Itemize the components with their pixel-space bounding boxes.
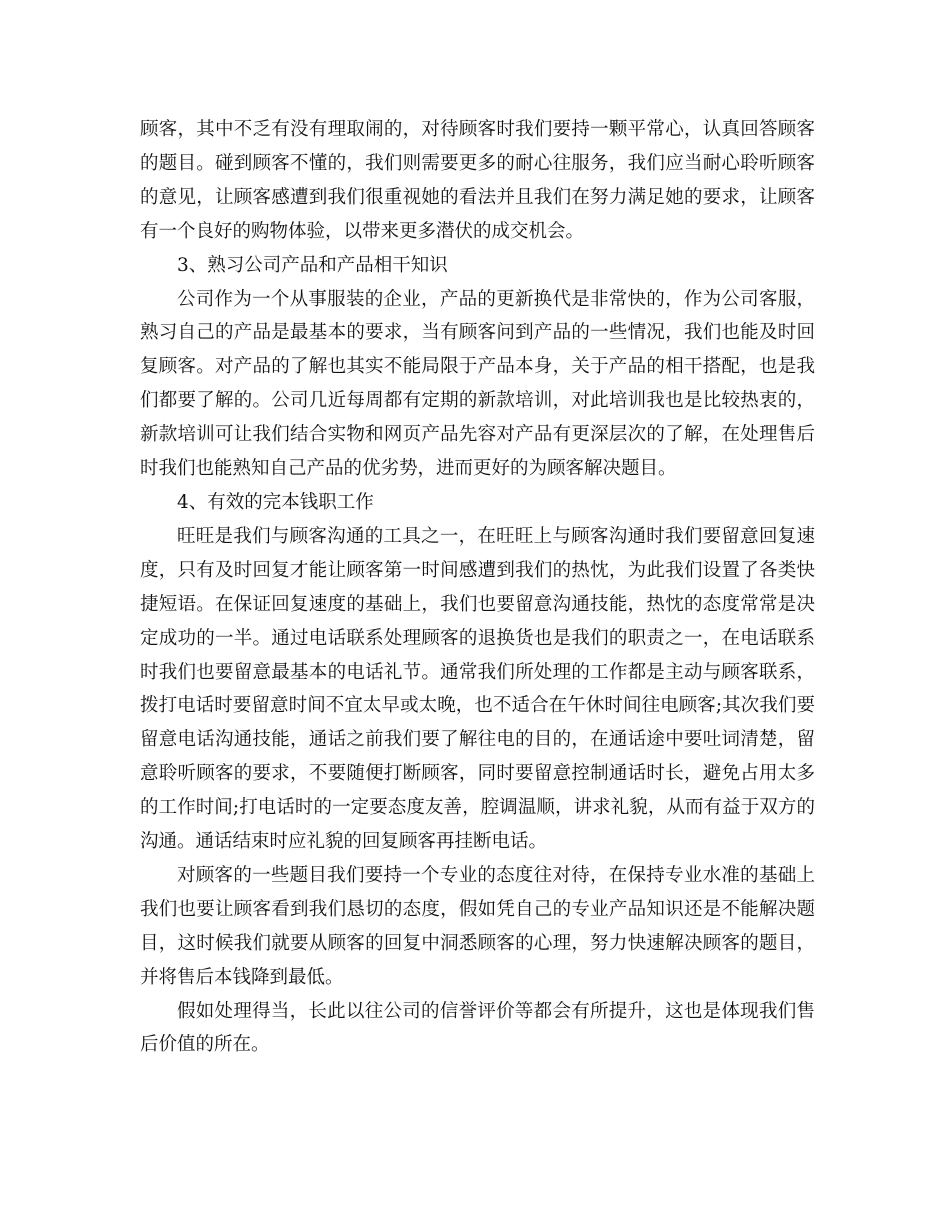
document-body xyxy=(140,113,815,1062)
section-heading-3: 3、熟习公司产品和产品相干知识 xyxy=(177,254,448,276)
paragraph-product-knowledge: 公司作为一个从事服装的企业，产品的更新换代是非常快的，作为公司客服，熟习自己的产品是最基本的要求，当有顾客问到产品的一些情况，我们也能及时回复顾客。对产品的了解也其实不能局限于产品本身，关于产品的相干搭配，也是我们都要了解的。公司几近每周都有定期的新款培训，对此培训我也是比较热衷的，新款培训可让我们结合实物和网页产品先容对产品有更深层次的了解，在处理售后时我们也能熟知自己产品的优劣势，进而更好的为顾客解决题目。 xyxy=(140,288,815,480)
paragraph-professional-attitude: 对顾客的一些题目我们要持一个专业的态度往对待，在保持专业水准的基础上我们也要让顾客看到我们恳切的态度，假如凭自己的专业产品知识还是不能解决题目，这时候我们就要从顾客的回复中洞悉顾客的心理，努力快速解决顾客的题目，并将售后本钱降到最低。 xyxy=(140,864,815,988)
section-heading-4: 4、有效的完本钱职工作 xyxy=(177,491,374,513)
paragraph-communication: 旺旺是我们与顾客沟通的工具之一，在旺旺上与顾客沟通时我们要留意回复速度，只有及时回复才能让顾客第一时间感遭到我们的热忱，为此我们设置了各类快捷短语。在保证回复速度的基础上，我们也要留意沟通技能，热忱的态度常常是决定成功的一半。通过电话联系处理顾客的退换货也是我们的职责之一，在电话联系时我们也要留意最基本的电话礼节。通常我们所处理的工作都是主动与顾客联系，拨打电话时要留意时间不宜太早或太晚，也不适合在午休时间往电顾客;其次我们要留意电话沟通技能，通话之前我们要了解往电的目的，在通话途中要吐词清楚，留意聆听顾客的要求，不要随便打断顾客，同时要留意控制通话时长，避免占用太多的工作时间;打电话时的一定要态度友善，腔调温顺，讲求礼貌，从而有益于双方的沟通。通话结束时应礼貌的回复顾客再挂断电话。 xyxy=(140,525,815,853)
paragraph-conclusion: 假如处理得当，长此以往公司的信誉评价等都会有所提升，这也是体现我们售后价值的所在。 xyxy=(140,1000,815,1056)
paragraph-continued: 顾客，其中不乏有没有理取闹的，对待顾客时我们要持一颗平常心，认真回答顾客的题目。碰到顾客不懂的，我们则需要更多的耐心往服务，我们应当耐心聆听顾客的意见，让顾客感遭到我们很重视她的看法并且我们在努力满足她的要求，让顾客有一个良好的购物体验，以带来更多潜伏的成交机会。 xyxy=(140,119,815,242)
